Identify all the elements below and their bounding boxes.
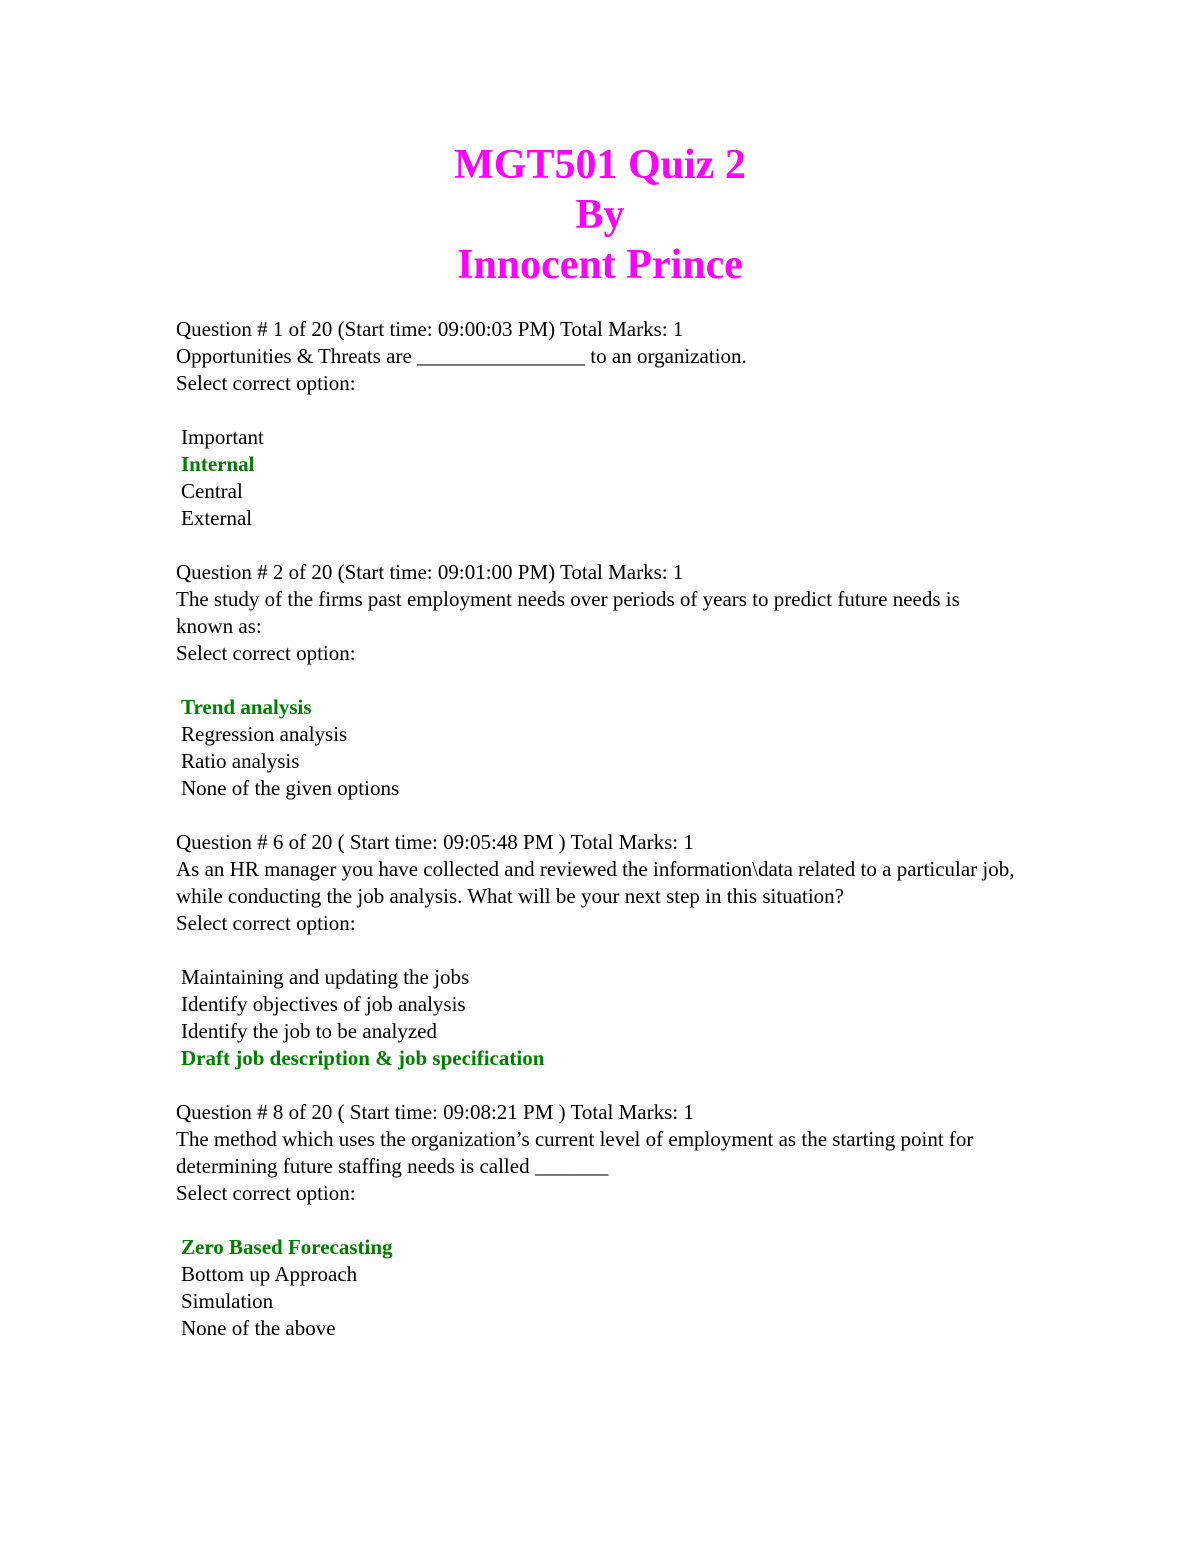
correct-option-item: Draft job description & job specification [181, 1046, 545, 1070]
question-text: As an HR manager you have collected and reviewed the information\data related to a particular job, while conducting the job analysis. What will be your next step in this situation? [176, 857, 1015, 908]
question-text: The study of the firms past employment needs over periods of years to predict future needs is known as: [176, 587, 960, 638]
option-item: Central [181, 479, 243, 503]
question-header: Question # 8 of 20 ( Start time: 09:08:21 PM ) Total Marks: 1 [176, 1100, 694, 1124]
option-item: Bottom up Approach [181, 1262, 358, 1286]
question-prompt: Select correct option: [176, 641, 356, 665]
question-header: Question # 6 of 20 ( Start time: 09:05:48 PM ) Total Marks: 1 [176, 830, 694, 854]
question-text: The method which uses the organization’s current level of employment as the starting point for determining future staffing needs is called _______ [176, 1127, 974, 1178]
option-item: Ratio analysis [181, 749, 300, 773]
option-item: Identify the job to be analyzed [181, 1019, 437, 1043]
title-author: Innocent Prince [457, 242, 743, 288]
option-item: Simulation [181, 1289, 274, 1313]
question-block [176, 559, 1016, 802]
question-header: Question # 2 of 20 (Start time: 09:01:00 PM) Total Marks: 1 [176, 560, 684, 584]
question-prompt: Select correct option: [176, 911, 356, 935]
option-item: None of the above [181, 1316, 336, 1340]
options-list [176, 964, 1016, 1072]
correct-option-item: Zero Based Forecasting [181, 1235, 393, 1259]
title-by: By [575, 192, 625, 238]
options-list [176, 694, 1016, 802]
option-item: Important [181, 425, 264, 449]
options-list [176, 424, 1016, 532]
option-item: Identify objectives of job analysis [181, 992, 466, 1016]
question-header: Question # 1 of 20 (Start time: 09:00:03 PM) Total Marks: 1 [176, 317, 684, 341]
question-text: Opportunities & Threats are ________________ to an organization. [176, 344, 747, 368]
question-block [176, 829, 1016, 1072]
document-title [0, 140, 1200, 290]
question-prompt: Select correct option: [176, 1181, 356, 1205]
correct-option-item: Trend analysis [181, 695, 312, 719]
options-list [176, 1234, 1016, 1342]
option-item: None of the given options [181, 776, 400, 800]
question-block [176, 1099, 1016, 1342]
option-item: Regression analysis [181, 722, 348, 746]
quiz-content [176, 316, 1016, 1369]
title-course: MGT501 Quiz 2 [454, 142, 746, 188]
question-block [176, 316, 1016, 532]
correct-option-item: Internal [181, 452, 255, 476]
question-prompt: Select correct option: [176, 371, 356, 395]
option-item: Maintaining and updating the jobs [181, 965, 470, 989]
option-item: External [181, 506, 253, 530]
